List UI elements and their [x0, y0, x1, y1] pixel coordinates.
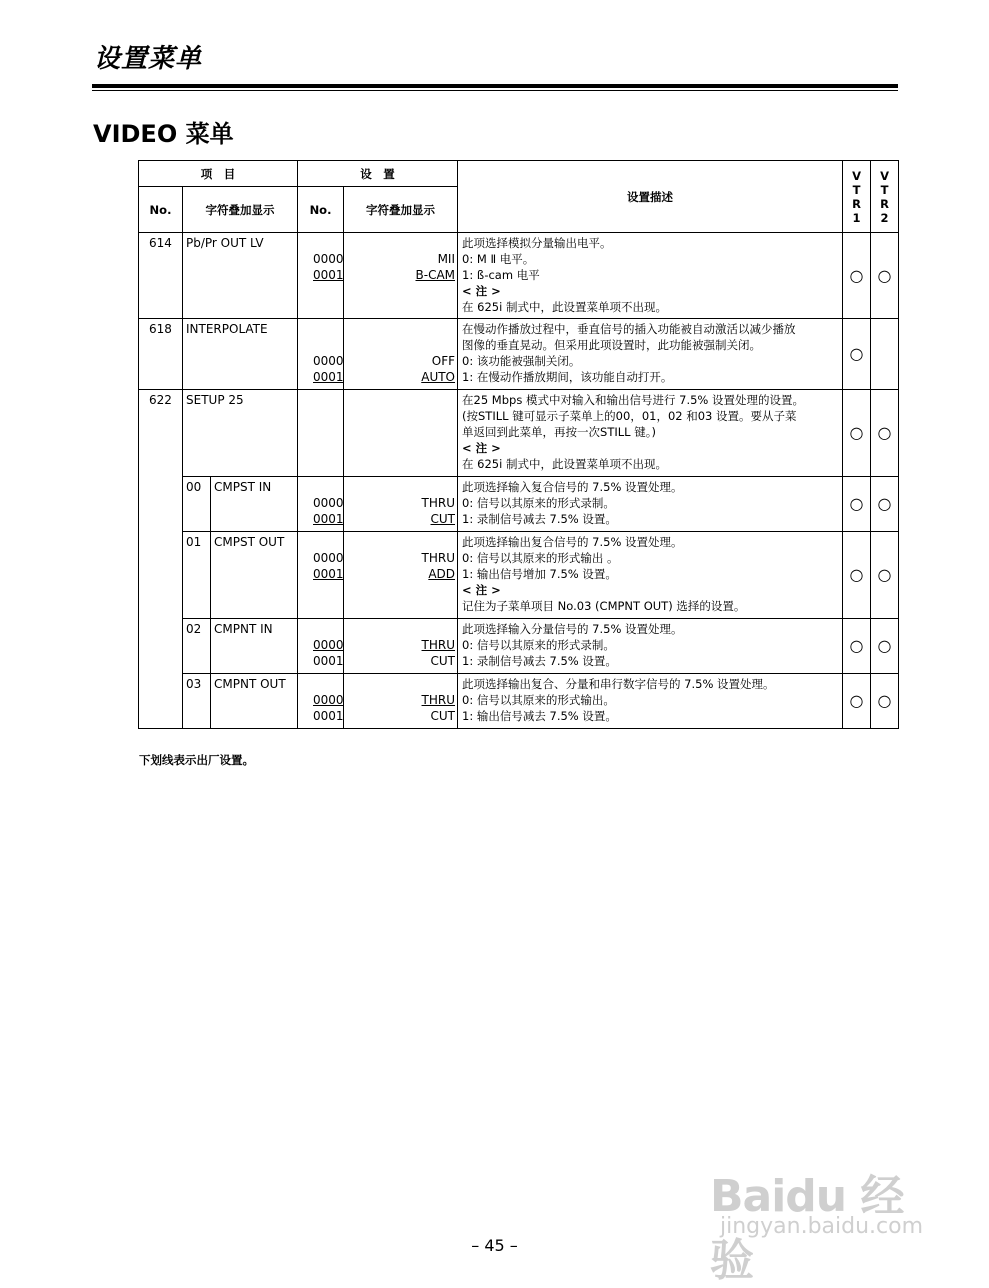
- setting-no: 0000 0001: [298, 477, 344, 532]
- setting-no: [298, 390, 344, 477]
- sub-name: CMPST IN: [211, 477, 298, 532]
- table-subrow-00: [139, 477, 899, 532]
- header-overlay: 字符叠加显示: [183, 187, 298, 233]
- section-title: VIDEO 菜单: [93, 120, 234, 148]
- setting-no: 0000 0001: [298, 532, 344, 619]
- sub-no: 02: [183, 619, 211, 674]
- page-title: 设置菜单: [94, 44, 203, 74]
- item-no: 618: [139, 319, 183, 390]
- header-vtr1: V T R 1: [843, 161, 871, 233]
- video-menu-table: [138, 160, 899, 729]
- sub-no: 01: [183, 532, 211, 619]
- vtr2-mark: ○: [871, 233, 899, 319]
- setting-display: [344, 390, 458, 477]
- sub-name: CMPNT IN: [211, 619, 298, 674]
- description: 在慢动作播放过程中，垂直信号的插入功能被自动激活以减少播放 图像的垂直晃动。但采用此项设置时，此功能被强制关闭。 0: 该功能被强制关闭。 1: 在慢动作播放期间，该功能自动打开。: [458, 319, 843, 390]
- description: 在25 Mbps 模式中对输入和输出信号进行 7.5% 设置处理的设置。 (按STILL 键可显示子菜单上的00，01，02 和03 设置。要从子菜 单返回到此菜单，再按一次STILL 键。) < 注 > 在 625i 制式中，此设置菜单项不出现。: [458, 390, 843, 477]
- vtr2-mark: ○: [871, 390, 899, 477]
- sub-name: CMPNT OUT: [211, 674, 298, 729]
- item-name: SETUP 25: [183, 390, 298, 477]
- item-name: Pb/Pr OUT LV: [183, 233, 298, 319]
- setting-display: OFF AUTO: [344, 319, 458, 390]
- vtr2-mark: [871, 319, 899, 390]
- title-rule-thin: [92, 90, 898, 91]
- setting-display: THRU CUT: [344, 619, 458, 674]
- table-row-614: [139, 233, 899, 319]
- header-item-group: 项 目: [139, 161, 298, 187]
- watermark-text: Baidu 经验: [710, 1171, 904, 1286]
- table-row-618: [139, 319, 899, 390]
- vtr1-mark: ○: [843, 619, 871, 674]
- header-setting-group: 设 置: [298, 161, 458, 187]
- vtr1-mark: ○: [843, 390, 871, 477]
- table-subrow-03: [139, 674, 899, 729]
- watermark-url: jingyan.baidu.com: [720, 1214, 924, 1239]
- footer-note: 下划线表示出厂设置。: [139, 753, 254, 767]
- sub-name: CMPST OUT: [211, 532, 298, 619]
- vtr1-mark: ○: [843, 532, 871, 619]
- description: 此项选择输出复合信号的 7.5% 设置处理。 0: 信号以其原来的形式输出 。 1: 输出信号增加 7.5% 设置。 < 注 > 记住为子菜单项目 No.03 (CMPNT OUT) 选择的设置。: [458, 532, 843, 619]
- vtr1-mark: ○: [843, 477, 871, 532]
- header-description: 设置描述: [458, 161, 843, 233]
- vtr1-mark: ○: [843, 674, 871, 729]
- table-subrow-01: [139, 532, 899, 619]
- setting-no: 0000 0001: [298, 319, 344, 390]
- setting-display: THRU CUT: [344, 674, 458, 729]
- description: 此项选择输出复合、分量和串行数字信号的 7.5% 设置处理。 0: 信号以其原来的形式输出。 1: 输出信号减去 7.5% 设置。: [458, 674, 843, 729]
- setting-display: THRU ADD: [344, 532, 458, 619]
- page-number: – 45 –: [471, 1236, 518, 1255]
- header-set-overlay: 字符叠加显示: [344, 187, 458, 233]
- item-name: INTERPOLATE: [183, 319, 298, 390]
- vtr2-mark: ○: [871, 532, 899, 619]
- title-rule: [92, 84, 898, 88]
- setting-no: 0000 0001: [298, 233, 344, 319]
- sub-no: 03: [183, 674, 211, 729]
- vtr2-mark: ○: [871, 674, 899, 729]
- description: 此项选择模拟分量输出电平。 0: M Ⅱ 电平。 1: ß-cam 电平 < 注 > 在 625i 制式中，此设置菜单项不出现。: [458, 233, 843, 319]
- header-vtr2: V T R 2: [871, 161, 899, 233]
- header-no: No.: [139, 187, 183, 233]
- item-no: 622: [139, 390, 183, 729]
- header-set-no: No.: [298, 187, 344, 233]
- vtr2-mark: ○: [871, 619, 899, 674]
- vtr2-mark: ○: [871, 477, 899, 532]
- vtr1-mark: ○: [843, 319, 871, 390]
- sub-no: 00: [183, 477, 211, 532]
- item-no: 614: [139, 233, 183, 319]
- setting-display: THRU CUT: [344, 477, 458, 532]
- table-subrow-02: [139, 619, 899, 674]
- setting-display: MII B-CAM: [344, 233, 458, 319]
- setting-no: 0000 0001: [298, 674, 344, 729]
- description: 此项选择输入复合信号的 7.5% 设置处理。 0: 信号以其原来的形式录制。 1: 录制信号减去 7.5% 设置。: [458, 477, 843, 532]
- setting-no: 0000 0001: [298, 619, 344, 674]
- vtr1-mark: ○: [843, 233, 871, 319]
- table-row-622: [139, 390, 899, 477]
- description: 此项选择输入分量信号的 7.5% 设置处理。 0: 信号以其原来的形式录制。 1: 录制信号减去 7.5% 设置。: [458, 619, 843, 674]
